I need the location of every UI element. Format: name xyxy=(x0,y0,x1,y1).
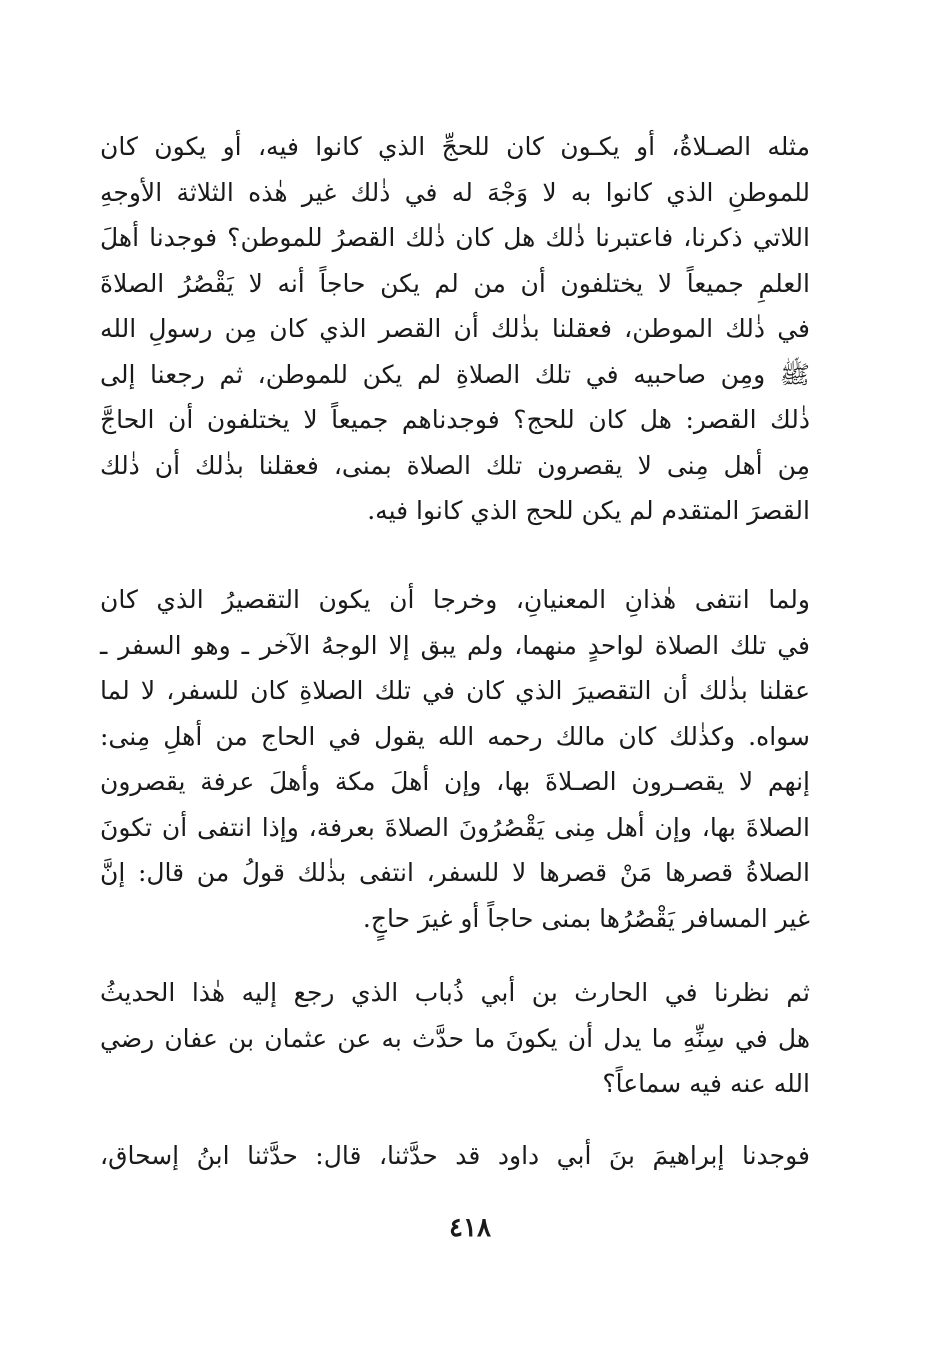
text-line: في ذٰلك الموطن، فعقلنا بذٰلك أن القصر الذي كان مِن رسولِ الله xyxy=(100,314,810,343)
paragraph-3 xyxy=(100,970,810,1107)
text-line: عقلنا بذٰلك أن التقصيرَ الذي كان في تلك الصلاةِ كان للسفر، لا لما xyxy=(100,676,810,705)
text-line: ثم نظرنا في الحارث بن أبي ذُباب الذي رجع إليه هٰذا الحديثُ xyxy=(100,978,810,1007)
text-line: اللاتي ذكرنا، فاعتبرنا ذٰلك هل كان ذٰلك القصرُ للموطن؟ فوجدنا أهلَ xyxy=(100,223,810,252)
text-line: الصلاةُ قصرها مَنْ قصرها لا للسفر، انتفى بذٰلك قولُ من قال: إنَّ xyxy=(100,858,810,887)
text-line: القصرَ المتقدم لم يكن للحج الذي كانوا فيه. xyxy=(367,496,810,525)
paragraph-2 xyxy=(100,577,810,941)
paragraph-4 xyxy=(100,1133,810,1179)
text-line: هل في سِنِّهِ ما يدل أن يكونَ ما حدَّث به عن عثمان بن عفان رضي xyxy=(100,1023,810,1053)
text-line: ولما انتفى هٰذانِ المعنيانِ، وخرجا أن يكون التقصيرُ الذي كان xyxy=(100,585,810,614)
text-line: سواه. وكذٰلك كان مالك رحمه الله يقول في الحاج من أهلِ مِنى: xyxy=(100,721,810,751)
text-line: ذٰلك القصر: هل كان للحج؟ فوجدناهم جميعاً لا يختلفون أن الحاجَّ xyxy=(100,405,810,434)
text-line: الله عنه فيه سماعاً؟ xyxy=(602,1069,810,1098)
text-line: ﷺ ومِن صاحبيه في تلك الصلاةِ لم يكن للموطن، ثم رجعنا إلى xyxy=(100,359,810,389)
text-line: فوجدنا إبراهيمَ بنَ أبي داود قد حدَّثنا، قال: حدَّثنا ابنُ إسحاق، xyxy=(100,1141,810,1170)
text-line: إنهم لا يقصـرون الصـلاةَ بها، وإن أهلَ مكة وأهلَ عرفة يقصرون xyxy=(100,767,810,796)
text-line: في تلك الصلاة لواحدٍ منهما، ولم يبق إلا الوجهُ الآخر ـ وهو السفر ـ xyxy=(100,630,810,660)
paragraph-1 xyxy=(100,124,810,534)
text-line: العلمِ جميعاً لا يختلفون أن من لم يكن حاجاً أنه لا يَقْصُرُ الصلاةَ xyxy=(100,268,810,298)
page-number: ٤١٨ xyxy=(449,1213,491,1243)
text-line: مِن أهل مِنى لا يقصرون تلك الصلاة بمنى، فعقلنا بذٰلك أن ذٰلك xyxy=(100,450,810,480)
text-line: مثله الصـلاةُ، أو يكـون كان للحجِّ الذي كانوا فيه، أو يكون كان xyxy=(100,132,810,161)
text-line: غير المسافر يَقْصُرُها بمنى حاجاً أو غيرَ حاجٍ. xyxy=(362,903,810,933)
text-line: للموطنِ الذي كانوا به لا وَجْهَ له في ذٰلك غير هٰذه الثلاثة الأوجهِ xyxy=(100,177,810,207)
text-line: الصلاةَ بها، وإن أهل مِنى يَقْصُرُونَ الصلاةَ بعرفة، وإذا انتفى أن تكونَ xyxy=(100,812,810,842)
